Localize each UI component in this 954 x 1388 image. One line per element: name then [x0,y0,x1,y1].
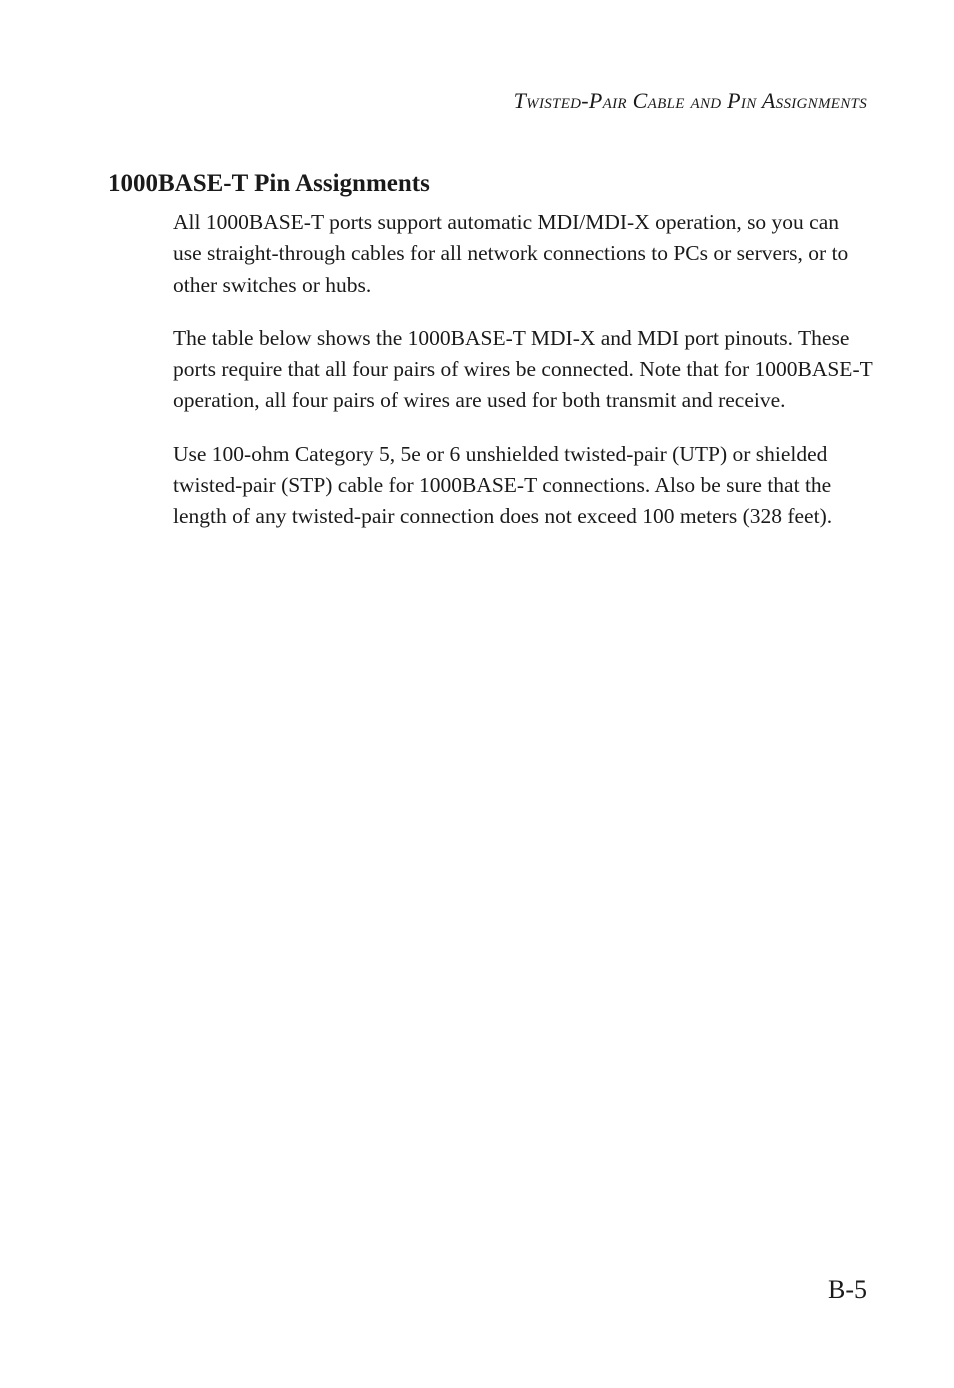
section-heading: 1000BASE-T Pin Assignments [108,170,430,197]
paragraph-mdi-support: All 1000BASE-T ports support automatic MDI/MDI-X operation, so you can use straight-through cables for all network connections to PCs or servers, or to other switches or hubs. [173,210,849,297]
running-header: Twisted-Pair Cable and Pin Assignments [513,88,867,113]
page-number: B-5 [828,1275,867,1304]
paragraph-pinouts: The table below shows the 1000BASE-T MDI-X and MDI port pinouts. These ports require that all four pairs of wires be connected. Note that for 1000BASE-T operation, all four pairs of wires are used for both transmit and receive. [173,325,873,413]
paragraph-cable-requirements: Use 100-ohm Category 5, 5e or 6 unshielded twisted-pair (UTP) or shielded twisted-pair (STP) cable for 1000BASE-T connections. Also be sure that the length of any twisted-pair connection does not exceed 100 meters (328 feet). [173,441,833,529]
body-text [173,207,873,555]
